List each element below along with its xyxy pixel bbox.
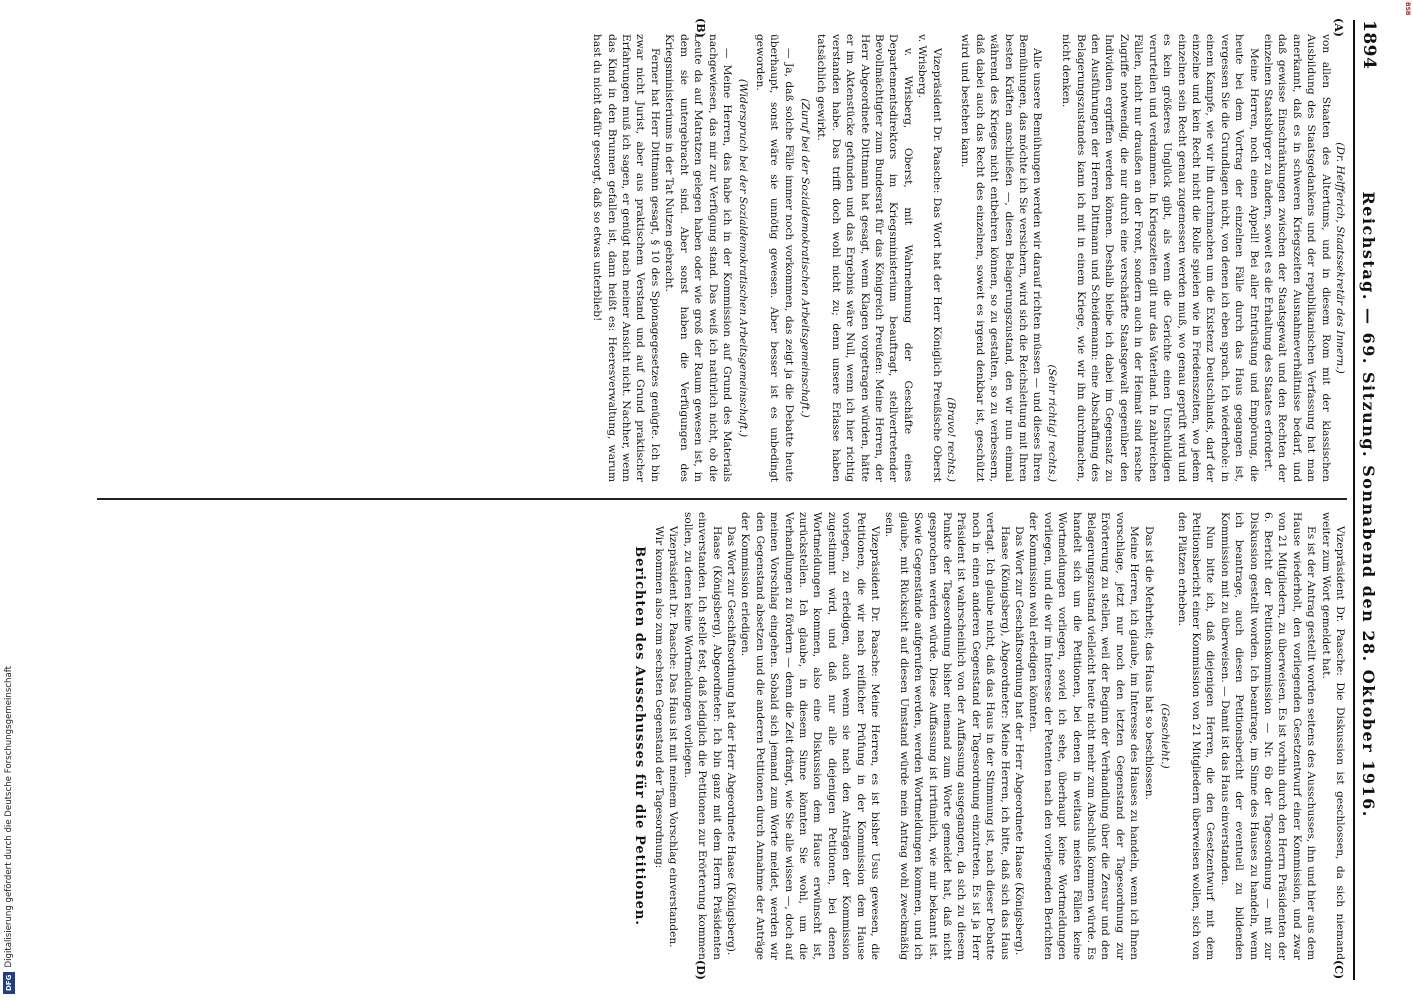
paragraph: von allen Staaten des Altertums, und in diesem Rom mit der klassischen Ausbildung des Staatsgedankens und der republikanischen Verfassung hat man anerkannt, daß es in schweren Kriegszeiten Ausnahmeverhältnisse bedarf, und daß gewisse Einschränkungen zwischen der Staatsgewalt und den Rechten der einzelnen Staatsbürger zu ändern, soweit es die Erhaltung des Staates erfordert. [1261,34,1332,482]
interjection: (Geschieht.) [1159,703,1172,769]
paragraph: v. Wrisberg, Oberst, mit Wahrnehmung der Geschäfte eines Departementsdirektors im Kriegsministerium beauftragt, stellvertretender Bevollmächtigter zum Bundesrat für das Königreich Preußen: Meine Herren, der Herr Abgeordnete Dittmann hat gesagt, wenn Klagen vorgetragen würden, hätte er im Aktenstücke gefunden und das Ergebnis wäre Null, wenn ich hier richtig verstanden habe. Das trifft doch wohl nicht zu; denn unsere Erlasse haben tatsächlich gewirkt. [815,34,914,482]
paragraph: Alle unsere Bemühungen werden wir darauf richten müssen — und dieses Ihren Bemühungen, das möchte ich Sie versichern, wird sich die Reichsleitung mit Ihren besten Kräften anschließen —, diesen Belagerungszustand, den wir nun einmal während des Krieges nicht entbehren können, so zu gestalten, so zu verbessern, daß dabei auch das Recht des einzelnen, soweit es irgend denkbar ist, geschützt wird und bestehen kann. [959,34,1044,482]
rotated-page-content [83,20,1383,980]
paragraph: Meine Herren, noch einen Appell! Bei aller Entrüstung und Empörung, die heute bei dem Vortrag der einzelnen Fälle durch das Haus gegangen ist, vergessen Sie die Grundlagen nicht, von denen ich eben sprach. Ich wiederhole: in einem Kampfe, wie wir ihn durchmachen um die Existenz Deutschlands, darf der einzelne und kein Recht nicht die Rolle spielen wie in Friedenszeiten, wo jedem einzelnen sein Recht genau zugemessen werden muß, wo genau geprüft wird und es kein größeres Unglück gibt, als wenn die Gerichte einen Unschuldigen verurteilen und verdammen. In Kriegszeiten gilt nur das Vaterland. In zahlreichen Fällen, nicht nur draußen an der Front, sondern auch in der Heimat sind rasche Zugriffe notwendig, die nur durch eine verschärfte Staatsgewalt gegenüber den Individuen ergriffen werden können. Deshalb bleibe ich dabei im Gegensatz zu den Ausführungen der Herren Dittmann und Scheidemann: eine Abschaffung des Belagerungszustandes kann ich mit in einem Kriege, wie wir ihn durchmachen, nicht denken. [1060,34,1260,482]
margin-marker-c: (C) [1332,960,1345,980]
column-divider [97,498,1347,500]
margin-marker-a: (A) [1332,18,1345,37]
paragraph: Vizepräsident Dr. Paasche: Die Diskussion ist geschlossen, da sich niemand weiter zum Wort gemeldet hat. [1319,512,1346,960]
right-column [97,512,1347,960]
interjection: (Widerspruch bei der Sozialdemokratischen Arbeitsgemeinschaft.) [737,78,750,438]
paragraph: Haase (Königsberg), Abgeordneter: Meine Herren, ich bitte, daß sich das Haus vertagt. Ich glaube nicht, daß das Haus in der Stimmung ist, nach dieser Debatte noch in einen anderen Gegenstand der Tagesordnung einzutreten. Es ist ja Herr Präsident ist wahrscheinlich von der Auffassung ausgegangen, da sich zu diesem Punkte der Tagesordnung bisher niemand zum Worte gemeldet hat, daß nicht gesprochen werden würde. Diese Auffassung ist irrtümlich, wie mir bekannt ist. Sowie Gegenstände aufgerufen werden, werden Wortmeldungen kommen, und ich glaube, mit Rücksicht auf diesen Umstand würde mein Antrag wohl zweckmäßig sein. [883,512,1011,960]
paragraph: Nun bitte ich, daß diejenigen Herren, die den Gesetzentwurf mit dem Petitionsbericht einer Kommission von 21 Mitgliedern überweisen wollen, sich von den Plätzen erheben. [1175,512,1217,960]
interjection: (Bravo! rechts.) [945,397,958,482]
footer-strip [0,0,18,1000]
paragraph: Haase (Königsberg), Abgeordneter: Ich bin ganz mit dem Herrn Präsidenten einverstanden. Ich stelle fest, daß lediglich die Petitionen zur Erörterung kommen sollen, zu denen keine Wortmeldungen vorliegen. [681,512,723,960]
page-header [1353,20,1383,980]
paragraph: Es ist der Antrag gestellt worden seitens des Ausschusses, ihn und hier aus dem Hause wiederholt, den vorliegenden Gesetzentwurf einer Kommission, und zwar von 21 Mitgliedern, zu überweisen. Es ist vorhin durch den Herrn Präsidenten der 6. Bericht der Petitionskommission — Nr. 6b der Tagesordnung — mit zur Diskussion gestellt worden. Ich beantrage, im Sinne des Hauses zu handeln, wenn ich beantrage, auch diesen Petitionsbericht der eventuell zu bildenden Kommission mit zu überweisen. — Damit ist das Haus einverstanden. [1218,512,1318,960]
speaker-intro: (Dr. Helfferich, Staatssekretär des Innern.) [1334,142,1346,374]
margin-marker-b: (B) [694,18,707,38]
paragraph: Das Wort zur Geschäftsordnung hat der Herr Abgeordnete Haase (Königsberg). [724,526,737,956]
scanned-page [20,0,1413,1000]
interjection: (Zuruf bei der Sozialdemokratischen Arbeitsgemeinschaft.) [798,98,811,418]
paragraph: Ferner hat Herr Dittmann gesagt, § 10 des Spionagegesetzes genügte. Ich bin zwar nicht Jurist, aber aus praktischem Verstand und auf Grund praktischer Erfahrungen muß ich sagen, er genügt nach meiner Ansicht nicht. Nachher, wenn das Kind in den Brunnen gefallen ist, dann heißt es: Heeresverwaltung, warum hast du nicht dafür gesorgt, daß so etwas unterblieb! [591,34,661,482]
paragraph: Wir kommen also zum sechsten Gegenstand der Tagesordnung: [652,526,665,869]
interjection: (Sehr richtig! rechts.) [1045,364,1058,482]
dfg-logo: DFG [3,972,15,994]
funding-note: Digitalisierung gefördert durch die Deutsche Forschungsgemeinschaft [4,666,14,968]
paragraph: Vizepräsident Dr. Paasche: Das Haus ist mit meinem Vorschlag einverstanden. [667,526,680,948]
text-columns [97,20,1347,980]
library-mark: BSB [1404,2,1411,16]
paragraph: — Meine Herren, das habe ich in der Kommission auf Grund des Materials nachgewiesen, das mir zur Verfügung stand. Das weiß ich natürlich nicht, ob die Leute da auf Matratzen gelegen haben oder wie groß der Raum gewesen ist, in dem sie untergebracht sind. Aber sonst haben die Verfügungen des Kriegsministeriums in der Tat Nutzen gebracht. [663,34,733,482]
paragraph: — Ja, daß solche Fälle immer noch vorkommen, das zeigt ja die Debatte heute überhaupt, sonst wäre sie unnötig gewesen. Aber besser ist es unbedingt geworden. [753,34,795,482]
session-title: Reichstag. — 69. Sitzung. Sonnabend den 28. Oktober 1916. [1359,191,1379,818]
paragraph: Vizepräsident Dr. Paasche: Meine Herren, es ist bisher Usus gewesen, die Petitionen, die wir nach reiflicher Prüfung in der Kommission dem Hause vorlegen, zu erledigen, auch wenn sie nach den Anträgen der Kommission zugestimmt wird, und daß nur alle diejenigen Petitionen, bei denen Wortmeldungen kommen, also eine Diskussion dem Hause erwünscht ist, zurückstellen. Ich glaube, in diesem Sinne könnten Sie wohl, um die Verhandlungen zu fördern — denn die Zeit drängt, wie Sie alle wissen —, doch auf meinen Vorschlag eingehen. Sobald sich jemand zum Worte meldet, werden wir den Gegenstand absetzen und die anderen Petitionen durch Annahme der Anträge der Kommission erledigen. [739,512,881,960]
paragraph: Das Wort zur Geschäftsordnung hat der Herr Abgeordnete Haase (Königsberg). [1013,526,1026,956]
paragraph: Das ist die Mehrheit; das Haus hat so beschlossen. [1142,526,1155,800]
section-title: Berichten des Ausschusses für die Petitionen. [632,546,648,926]
paragraph: Meine Herren, ich glaube, im Interesse des Hauses zu handeln, wenn ich Ihnen vorschlage, jetzt nur noch den letzten Gegenstand der Tagesordnung zur Erörterung zu stellen, weil der Beginn der Verhandlung über die Zensur und den Belagerungszustand vielleicht heute nicht mehr zum Abschluß kommen würde. Es handelt sich um die Petitionen, bei denen in weitaus meisten Fällen keine Wortmeldungen vorliegen, soviel ich sehe, überhaupt keine Wortmeldungen vorliegen, und die wir im Interesse der Petenten nach den vorliegenden Berichten der Kommission wohl erledigen könnten. [1027,512,1141,960]
margin-marker-d: (D) [694,960,707,980]
paragraph: Vizepräsident Dr. Paasche: Das Wort hat der Herr Königlich Preußische Oberst v. Wrisberg. [916,34,943,482]
page-number: 1894 [1359,20,1379,70]
left-column [97,34,1347,482]
